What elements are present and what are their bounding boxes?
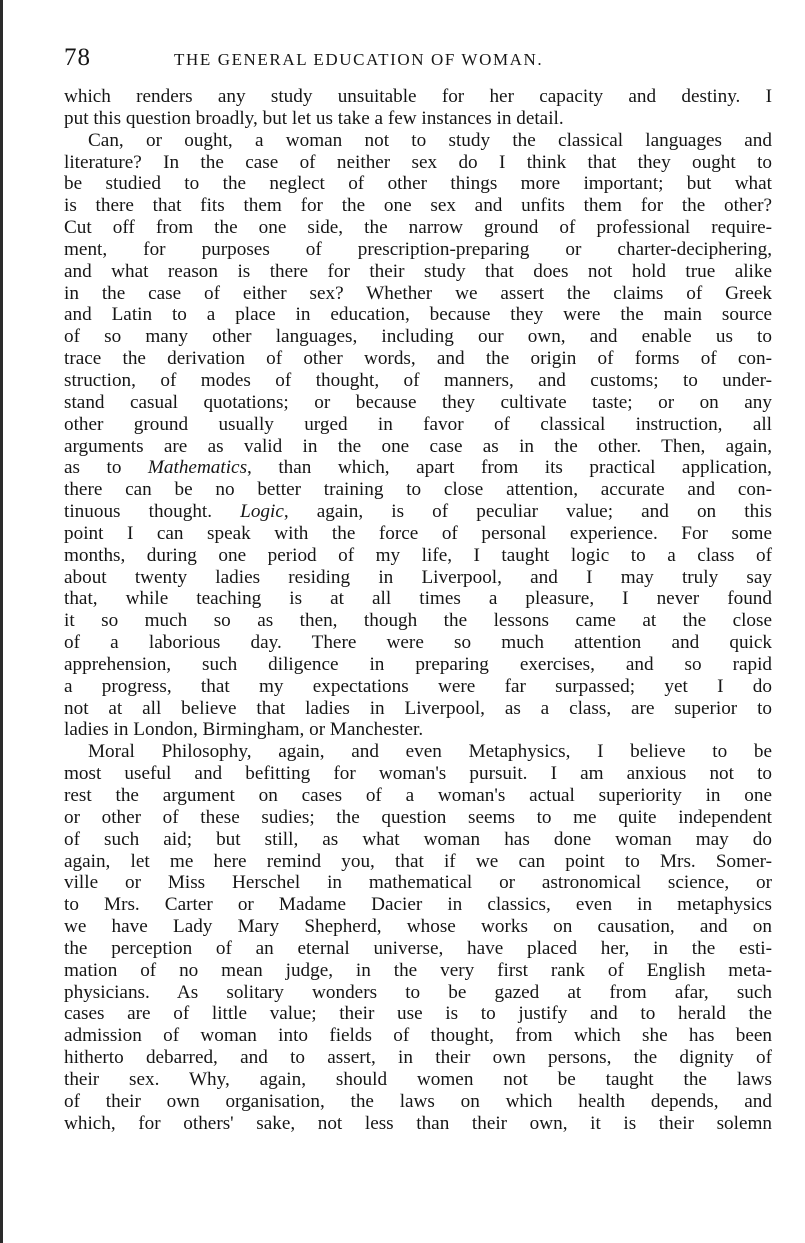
text-line: cases are of little value; their use is to justify and to herald the [64, 1003, 772, 1025]
text-line: which renders any study unsuitable for her capacity and destiny. I [64, 86, 772, 107]
text-line: trace the derivation of other words, and the origin of forms of con- [64, 348, 772, 370]
text-line: not at all believe that ladies in Liverpool, as a class, are superior to [64, 697, 772, 719]
text-line: mation of no mean judge, in the very first rank of English meta- [64, 959, 772, 981]
text-line: to Mrs. Carter or Madame Dacier in classics, even in metaphysics [64, 894, 772, 916]
text-line: struction, of modes of thought, of manners, and customs; to under- [64, 369, 772, 391]
text-line: again, let me here remind you, that if we can point to Mrs. Somer- [64, 850, 772, 872]
text-line: about twenty ladies residing in Liverpool, and I may truly say [64, 566, 772, 588]
text-line: Moral Philosophy, again, and even Metaphysics, I believe to be [88, 741, 772, 763]
text-line: of such aid; but still, as what woman has done woman may do [64, 828, 772, 850]
text-line: or other of these sudies; the question seems to me quite independent [64, 806, 772, 828]
running-head: THE GENERAL EDUCATION OF WOMAN. [174, 50, 544, 69]
text-line: apprehension, such diligence in preparing exercises, and so rapid [64, 653, 772, 675]
text-line: a progress, that my expectations were far surpassed; yet I do [64, 675, 772, 697]
text-line: Cut off from the one side, the narrow ground of professional require- [64, 217, 772, 239]
text-line: admission of woman into fields of thought, from which she has been [64, 1025, 772, 1047]
text-line: most useful and befitting for woman's pursuit. I am anxious not to [64, 763, 772, 785]
text-line: ville or Miss Herschel in mathematical or astronomical science, or [64, 872, 772, 894]
text-line: of so many other languages, including our own, and enable us to [64, 326, 772, 348]
italic-term: Mathematics [147, 457, 248, 479]
page-edge-rule [0, 0, 3, 1243]
text-line: that, while teaching is at all times a pleasure, I never found [64, 588, 772, 610]
text-line: we have Lady Mary Shepherd, whose works on causation, and on [64, 916, 772, 938]
text-line: Can, or ought, a woman not to study the classical languages and [88, 129, 772, 151]
text-line: be studied to the neglect of other things more important; but what [64, 173, 772, 195]
text-line: tinuous thought. Logic, again, is of peculiar value; and on this [64, 501, 772, 523]
text-line: months, during one period of my life, I taught logic to a class of [64, 544, 772, 566]
text-line: which, for others' sake, not less than their own, it is their solemn [64, 1112, 772, 1134]
body-text [64, 86, 772, 1135]
text-line: the perception of an eternal universe, have placed her, in the esti- [64, 937, 772, 959]
text-line: arguments are as valid in the one case as in the other. Then, again, [64, 435, 772, 457]
text-line: physicians. As solitary wonders to be gazed at from afar, such [64, 981, 772, 1003]
text-line: in the case of either sex? Whether we assert the claims of Greek [64, 282, 772, 304]
text-line: and what reason is there for their study that does not hold true alike [64, 260, 772, 282]
page-number: 78 [64, 44, 91, 71]
text-line: hitherto debarred, and to assert, in their own persons, the dignity of [64, 1047, 772, 1069]
text-line: stand casual quotations; or because they cultivate taste; or on any [64, 391, 772, 413]
text-line: other ground usually urged in favor of classical instruction, all [64, 413, 772, 435]
text-line: there can be no better training to close attention, accurate and con- [64, 479, 772, 501]
text-line: as to Mathematics, than which, apart from its practical application, [64, 457, 772, 479]
text-line: it so much so as then, though the lessons came at the close [64, 610, 772, 632]
text-line: ment, for purposes of prescription-preparing or charter-deciphering, [64, 238, 772, 260]
italic-term: Logic [240, 501, 284, 523]
text-line: literature? In the case of neither sex do I think that they ought to [64, 151, 772, 173]
text-line: ladies in London, Birmingham, or Manchester. [64, 719, 424, 741]
text-line: and Latin to a place in education, because they were the main source [64, 304, 772, 326]
text-line: put this question broadly, but let us take a few instances in detail. [64, 107, 564, 129]
text-line: is there that fits them for the one sex and unfits them for the other? [64, 195, 772, 217]
text-line: rest the argument on cases of a woman's actual superiority in one [64, 785, 772, 806]
text-line: of a laborious day. There were so much attention and quick [64, 632, 772, 654]
text-line: of their own organisation, the laws on which health depends, and [64, 1090, 772, 1112]
text-line: point I can speak with the force of personal experience. For some [64, 522, 772, 544]
text-line: their sex. Why, again, should women not be taught the laws [64, 1068, 772, 1090]
page-header [64, 44, 776, 78]
